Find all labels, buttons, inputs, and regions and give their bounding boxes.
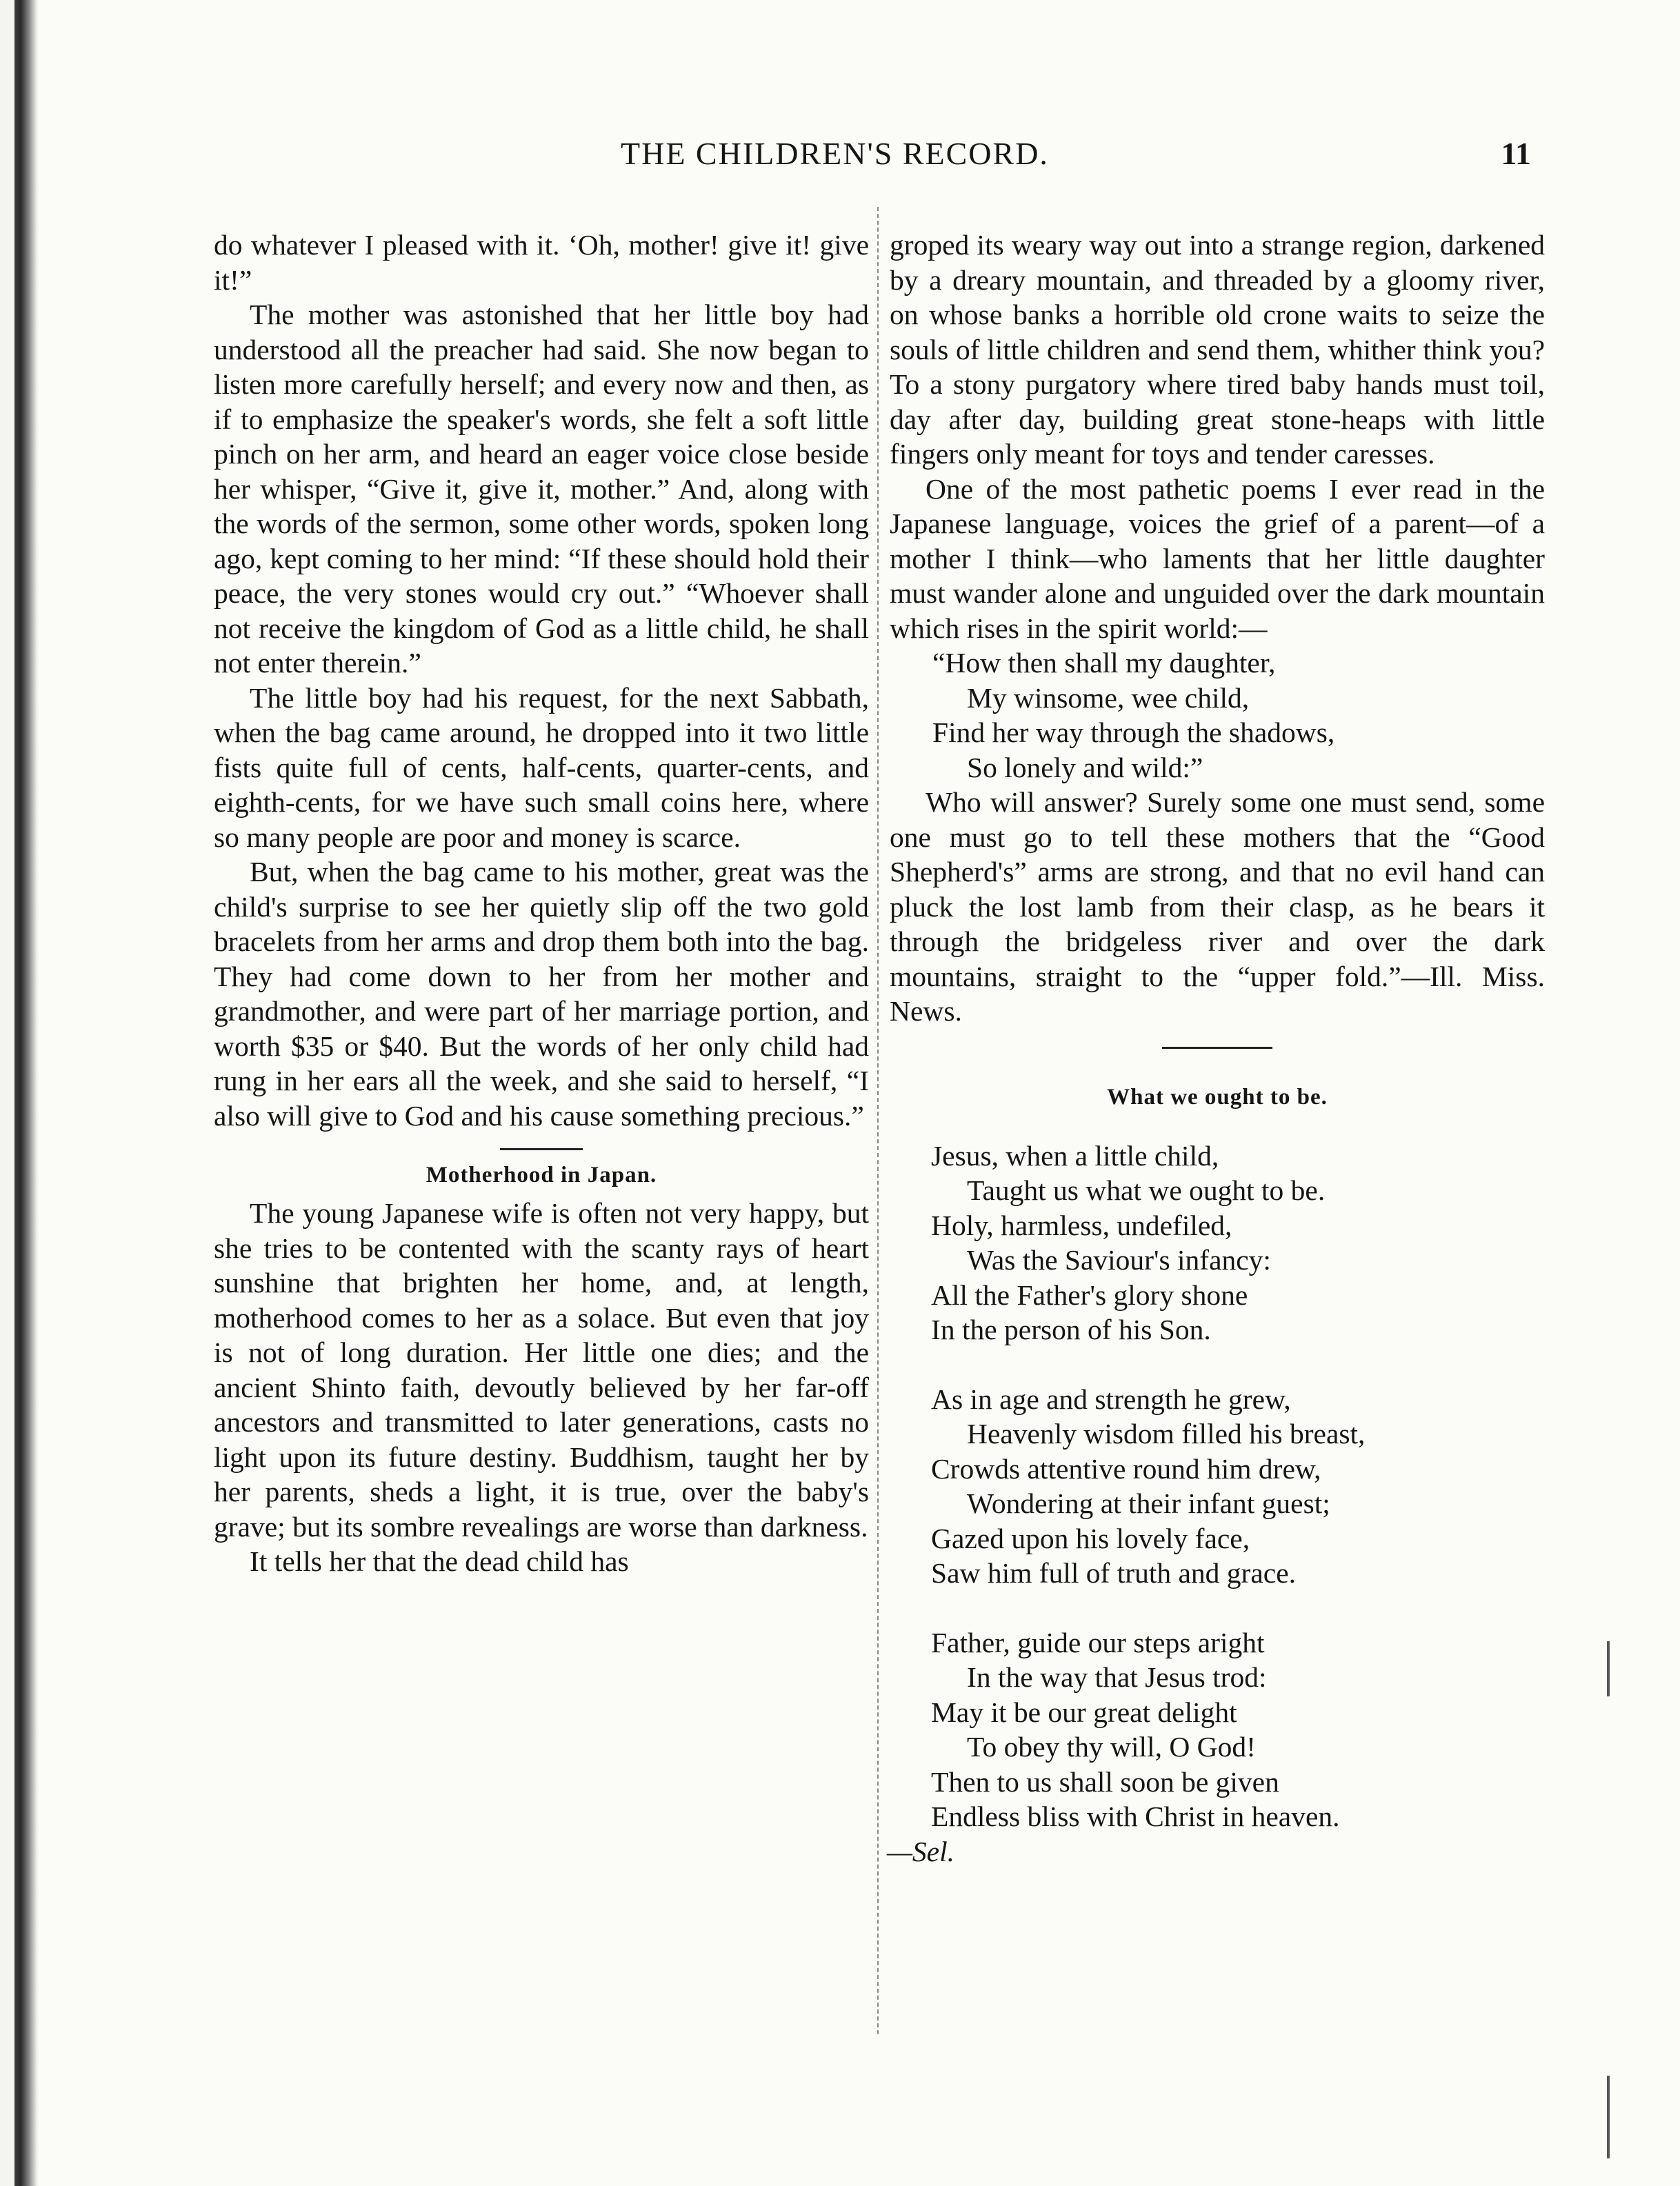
poem-line: Jesus, when a little child, xyxy=(931,1139,1219,1172)
poem-line: Father, guide our steps aright xyxy=(931,1626,1265,1658)
paragraph: The mother was astonished that her little boy had understood all the preacher had said. She now began to listen more carefully herself; and every now and then, as if to emphasize the speaker's words, she felt a soft little pinch on her arm, and heard an eager voice close beside her whisper, “Give it, give it, mother.” And, along with the words of the sermon, some other words, spoken long ago, kept coming to her mind: “If these should hold their peace, the very stones would cry out.” “Whoever shall not receive the kingdom of God as a little child, he shall not enter therein.” xyxy=(214,299,869,679)
paragraph: One of the most pathetic poems I ever read in the Japanese language, voices the grief of a parent—of a mother I think—who laments that her little daughter must wander alone and unguided over the dark mountain which rises in the spirit world:— xyxy=(890,472,1545,644)
page-number: 11 xyxy=(1501,136,1531,171)
poem-line: “How then shall my daughter, xyxy=(932,647,1276,679)
running-title: THE CHILDREN'S RECORD. xyxy=(621,136,1049,171)
poem-line: Gazed upon his lovely face, xyxy=(931,1522,1250,1554)
column-divider xyxy=(877,207,879,2034)
poem-line: May it be our great delight xyxy=(931,1696,1237,1728)
hymn xyxy=(890,1139,1545,1834)
poem-line: Endless bliss with Christ in heaven. xyxy=(931,1801,1340,1832)
poem-line: To obey thy will, O God! xyxy=(967,1731,1256,1763)
poem-line: Saw him full of truth and grace. xyxy=(931,1557,1296,1589)
paragraph: Who will answer? Surely some one must send, some one must go to tell these mothers that the “Good Shepherd's” arms are strong, and that no evil hand can pluck the lost lamb from their clasp, as he bears it through the bridgeless river and over the dark mountains, straight to the “upper fold.”—Ill. Miss. News. xyxy=(890,786,1545,1027)
poem-line: Taught us what we ought to be. xyxy=(967,1174,1326,1206)
paragraph: do whatever I pleased with it. ‘Oh, mother! give it! give it!” xyxy=(214,229,869,296)
paragraph: It tells her that the dead child has xyxy=(250,1545,629,1577)
right-column xyxy=(887,228,1545,1869)
attribution: —Sel. xyxy=(887,1835,954,1867)
poem-title: What we ought to be. xyxy=(1107,1084,1328,1110)
section-rule xyxy=(1162,1047,1272,1049)
poem-line: Crowds attentive round him drew, xyxy=(931,1452,1321,1485)
poem-line: As in age and strength he grew, xyxy=(931,1383,1291,1415)
poem-line: Holy, harmless, undefiled, xyxy=(931,1209,1232,1241)
page-header xyxy=(207,135,1531,183)
paragraph: But, when the bag came to his mother, great was the child's surprise to see her quietly slip off the two gold bracelets from her arms and drop them both into the bag. They had come down to her from her mother and grandmother, and were part of her marriage portion, and worth $35 or $40. But the words of her only child had rung in her ears all the week, and she said to herself, “I also will give to God and his cause something precious.” xyxy=(214,856,869,1132)
stanza-gap xyxy=(931,1347,1545,1382)
poem-line: My winsome, wee child, xyxy=(967,681,1250,714)
poem-line: Was the Saviour's infancy: xyxy=(967,1244,1271,1276)
quoted-poem xyxy=(890,645,1545,785)
paragraph: The little boy had his request, for the next Sabbath, when the bag came around, he dropped into it two little fists quite full of cents, half-cents, quarter-cents, and eighth-cents, for we have such small coins here, where so many people are poor and money is scarce. xyxy=(214,681,869,853)
margin-mark xyxy=(1607,2076,1610,2158)
margin-mark xyxy=(1607,1641,1610,1696)
poem-line: In the person of his Son. xyxy=(931,1314,1211,1345)
poem-line: In the way that Jesus trod: xyxy=(967,1661,1267,1693)
left-column xyxy=(214,228,869,1579)
paragraph: groped its weary way out into a strange region, darkened by a dreary mountain, and threaded by a gloomy river, on whose banks a horrible old crone waits to seize the souls of little children and send them, whither think you? To a stony purgatory where tired baby hands must toil, day after day, building great stone-heaps with little fingers only meant for toys and tender caresses. xyxy=(890,229,1545,470)
poem-line: Then to us shall soon be given xyxy=(931,1765,1279,1798)
section-heading: Motherhood in Japan. xyxy=(426,1163,657,1187)
poem-line: Heavenly wisdom filled his breast, xyxy=(967,1418,1366,1450)
poem-line: So lonely and wild:” xyxy=(967,751,1203,783)
paragraph: The young Japanese wife is often not very happy, but she tries to be contented with the scanty rays of heart sunshine that brighten her home, and, at length, motherhood comes to her as a solace. But even that joy is not of long duration. Her little one dies; and the ancient Shinto faith, devoutly believed by her far-off ancestors and transmitted to later generations, casts no light upon its future destiny. Buddhism, taught her by her parents, sheds a light, it is true, over the baby's grave; but its sombre revealings are worse than darkness. xyxy=(214,1197,869,1543)
page-binding-edge xyxy=(0,0,39,2186)
poem-line: All the Father's glory shone xyxy=(931,1278,1248,1311)
poem-line: Find her way through the shadows, xyxy=(932,716,1335,748)
section-rule xyxy=(500,1148,583,1150)
poem-line: Wondering at their infant guest; xyxy=(967,1487,1330,1519)
stanza-gap xyxy=(931,1591,1545,1625)
